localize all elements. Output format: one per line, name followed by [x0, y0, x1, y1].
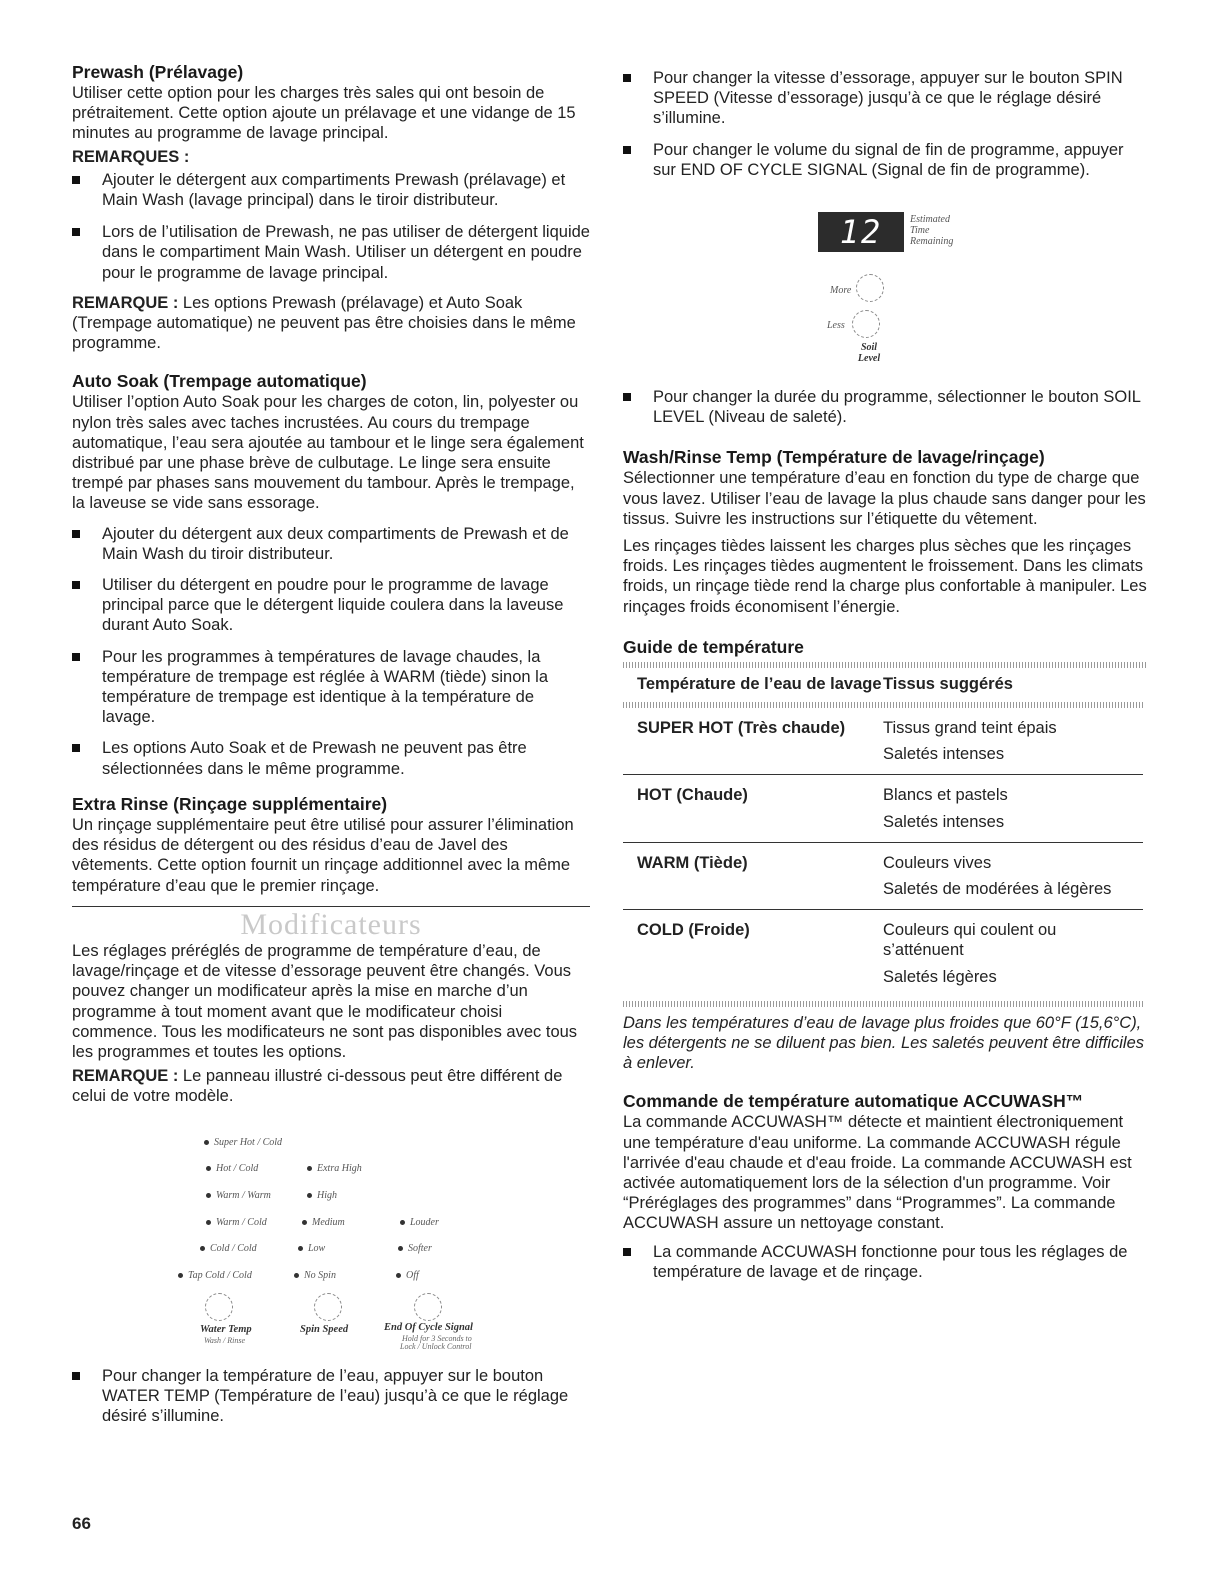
panel-option: Hot / Cold: [206, 1163, 258, 1174]
hatch-rule: [623, 1001, 1143, 1007]
spin-speed-button[interactable]: [314, 1293, 342, 1321]
modificateurs-note: [72, 1066, 590, 1106]
prewash-bullets: [72, 170, 590, 283]
modificateurs-body: Les réglages préréglés de programme de température d’eau, de lavage/rinçage et de vitesse d’essorage peuvent être changés. Vous pouvez changer un modificateur après la mise en marche d’un programme à tout moment avant que le modificateur choisi commence. Tous les modificateurs ne sont pas disponibles avec tous les programmes et toutes les options.: [72, 941, 578, 1061]
autosoak-bullets: [72, 524, 590, 779]
panel-option: Tap Cold / Cold: [178, 1270, 252, 1281]
autosoak-heading: Auto Soak (Trempage automatique): [72, 371, 367, 392]
guide-footnote: Dans les températures d’eau de lavage plus froides que 60°F (15,6°C), les détergents ne se diluent pas bien. Les saletés peuvent être difficiles à enlever.: [623, 1013, 1144, 1073]
note-text: Le panneau illustré ci-dessous peut être différent de celui de votre modèle.: [72, 1067, 563, 1106]
guide-heading: Guide de température: [623, 636, 804, 657]
note-text: Les options Prewash (prélavage) et Auto Soak (Trempage automatique) ne peuvent pas être choisies dans le même programme.: [72, 293, 576, 353]
list-item: Pour changer la température de l’eau, appuyer sur le bouton WATER TEMP (Température de l’eau) jusqu’à ce que le réglage désiré s’illumine.: [72, 1366, 590, 1427]
remarques-heading: REMARQUES :: [72, 147, 190, 166]
panel-option: Medium: [302, 1217, 345, 1228]
accuwash-bullet: [623, 1242, 1148, 1282]
right-top-bullets: [623, 68, 1148, 180]
list-item: Pour changer la vitesse d’essorage, appuyer sur le bouton SPIN SPEED (Vitesse d’essorage) jusqu’à ce que le réglage désiré s’illumine.: [623, 68, 1148, 129]
list-item: Ajouter du détergent aux deux compartiments de Prewash et de Main Wash du tiroir distributeur.: [72, 524, 590, 564]
water-temp-sublabel: Wash / Rinse: [204, 1336, 246, 1345]
signal-sublabel-2: Lock / Unlock Control: [400, 1342, 472, 1351]
prewash-body: Utiliser cette option pour les charges très sales qui ont besoin de prétraitement. Cette option ajoute un prélavage et une vidange de 15 minutes au programme de lavage principal.: [72, 84, 576, 143]
fabric-cell: Blancs et pastels Saletés intenses: [883, 775, 1143, 842]
prewash-note: [72, 293, 590, 354]
left-column: [72, 62, 590, 1107]
washrinse-p2: Les rinçages tièdes laissent les charges plus sèches que les rinçages froids. Les rinçages tièdes augmentent le froissement. Dans les climats froids, un rinçage tiède rend la charge plus confortable à manipuler. Les rinçages froids économisent l’énergie.: [623, 537, 1147, 616]
panel-option: Off: [396, 1270, 419, 1281]
washrinse-p1: Sélectionner une température d’eau en fonction du type de charge que vous lavez. Utiliser l’eau de lavage la plus chaude sans danger pour les tissus. Suivre les instructions sur l’étiquette du vêtement.: [623, 469, 1146, 528]
table-row: [623, 842, 1143, 909]
less-label: Less: [827, 320, 845, 331]
hatch-rule: [623, 662, 1148, 668]
less-button[interactable]: [852, 310, 880, 338]
fabric-cell: Couleurs qui coulent ou s’atténuent Saletés légères: [883, 921, 1057, 986]
list-item: Pour les programmes à températures de lavage chaudes, la température de trempage est réglée à WARM (tiède) sinon la température de trempage est identique à la température de lavage.: [72, 647, 590, 728]
panel-option: Low: [298, 1243, 325, 1254]
list-item: Pour changer la durée du programme, sélectionner le bouton SOIL LEVEL (Niveau de saleté).: [623, 387, 1148, 427]
note-label: REMARQUE :: [72, 1067, 179, 1086]
signal-sublabel-1: Hold for 3 Seconds to: [402, 1334, 472, 1343]
panel-option: No Spin: [294, 1270, 336, 1281]
extrarinse-heading: Extra Rinse (Rinçage supplémentaire): [72, 793, 388, 814]
temp-cell: WARM (Tiède): [623, 842, 883, 909]
list-item: Pour changer le volume du signal de fin de programme, appuyer sur END OF CYCLE SIGNAL (Signal de fin de programme).: [623, 140, 1148, 180]
temp-cell: HOT (Chaude): [623, 775, 883, 842]
temperature-guide-table: [623, 674, 1143, 1007]
table-header-row: [623, 674, 1143, 694]
panel-option: Louder: [400, 1217, 439, 1228]
accuwash-body: La commande ACCUWASH™ détecte et maintient électroniquement une température d'eau uniforme. La commande ACCUWASH régule l'arrivée d'eau chaude et d'eau froide. La commande ACCUWASH est activée automatiquement lors de la sélection d'un programme. Voir “Préréglages des programmes” dans “Programmes”. La commande ACCUWASH assure un nettoyage constant.: [623, 1113, 1132, 1233]
list-item: Les options Auto Soak et de Prewash ne peuvent pas être sélectionnées dans le même programme.: [72, 738, 590, 778]
table-row: [623, 775, 1143, 842]
panel-option: High: [307, 1190, 337, 1201]
water-temp-bullet: [72, 1366, 590, 1427]
list-item: Lors de l’utilisation de Prewash, ne pas utiliser de détergent liquide dans le compartiment Main Wash. Utiliser un détergent en poudre pour le programme de lavage principal.: [72, 222, 590, 283]
panel-option: Warm / Cold: [206, 1217, 267, 1228]
table-row: [623, 708, 1143, 775]
fabric-cell: Couleurs vives Saletés de modérées à légères: [883, 842, 1143, 909]
table-row: [623, 910, 1143, 997]
list-item: La commande ACCUWASH fonctionne pour tous les réglages de température de lavage et de rinçage.: [623, 1242, 1148, 1282]
col-header-fabrics: Tissus suggérés: [883, 674, 1013, 693]
soil-level-display-illustration: [818, 212, 978, 372]
panel-option: Warm / Warm: [206, 1190, 271, 1201]
section-divider: [72, 906, 590, 907]
temp-cell: SUPER HOT (Très chaude): [623, 708, 883, 775]
panel-option: Cold / Cold: [200, 1243, 257, 1254]
prewash-heading: Prewash (Prélavage): [72, 62, 244, 82]
soil-level-label: Soil Level: [857, 342, 881, 364]
extrarinse-body: Un rinçage supplémentaire peut être utilisé pour assurer l’élimination des résidus de détergent ou des résidus d’eau de Javel des vêtements. Cette option fournit un rinçage additionnel avec la même température d’eau que le premier rinçage.: [72, 815, 574, 895]
control-panel-illustration: [170, 1133, 510, 1353]
right-column-lower: [623, 387, 1148, 1282]
estimated-time-label: Estimated Time Remaining: [910, 214, 954, 247]
soil-bullet: [623, 387, 1148, 427]
page-number: 66: [72, 1514, 91, 1533]
washrinse-heading: Wash/Rinse Temp (Température de lavage/rinçage): [623, 447, 1045, 468]
temp-cell: COLD (Froide): [637, 921, 750, 940]
list-item: Ajouter le détergent aux compartiments Prewash (prélavage) et Main Wash (lavage principal) dans le tiroir distributeur.: [72, 170, 590, 210]
signal-label: End Of Cycle Signal: [384, 1322, 473, 1333]
col-header-temp: Température de l’eau de lavage: [637, 674, 882, 693]
water-temp-label: Water Temp: [200, 1324, 252, 1335]
right-column: [623, 68, 1148, 180]
modificateurs-title: Modificateurs: [240, 907, 422, 941]
more-label: More: [830, 285, 852, 296]
note-label: REMARQUE :: [72, 293, 179, 312]
autosoak-body: Utiliser l’option Auto Soak pour les charges de coton, lin, polyester ou nylon très sales avec taches incrustées. Au cours du trempage automatique, l’eau sera ajoutée au tambour et le linge sera également distribué par une phase brève de culbutage. Le linge sera ensuite trempé par phases sans mouvement du tambour. Après le trempage, la laveuse se vide sans essorage.: [72, 393, 584, 513]
time-remaining-display: 12: [818, 212, 904, 252]
panel-option: Extra High: [307, 1163, 362, 1174]
fabric-cell: Tissus grand teint épais Saletés intenses: [883, 708, 1143, 775]
list-item: Utiliser du détergent en poudre pour le programme de lavage principal parce que le détergent liquide coulera dans la laveuse durant Auto Soak.: [72, 575, 590, 636]
more-button[interactable]: [856, 274, 884, 302]
spin-speed-label: Spin Speed: [300, 1324, 349, 1335]
panel-option: Super Hot / Cold: [204, 1137, 282, 1148]
panel-option: Softer: [398, 1243, 432, 1254]
water-temp-button[interactable]: [205, 1293, 233, 1321]
end-of-cycle-signal-button[interactable]: [414, 1293, 442, 1321]
accuwash-heading: Commande de température automatique ACCUWASH™: [623, 1091, 1084, 1112]
